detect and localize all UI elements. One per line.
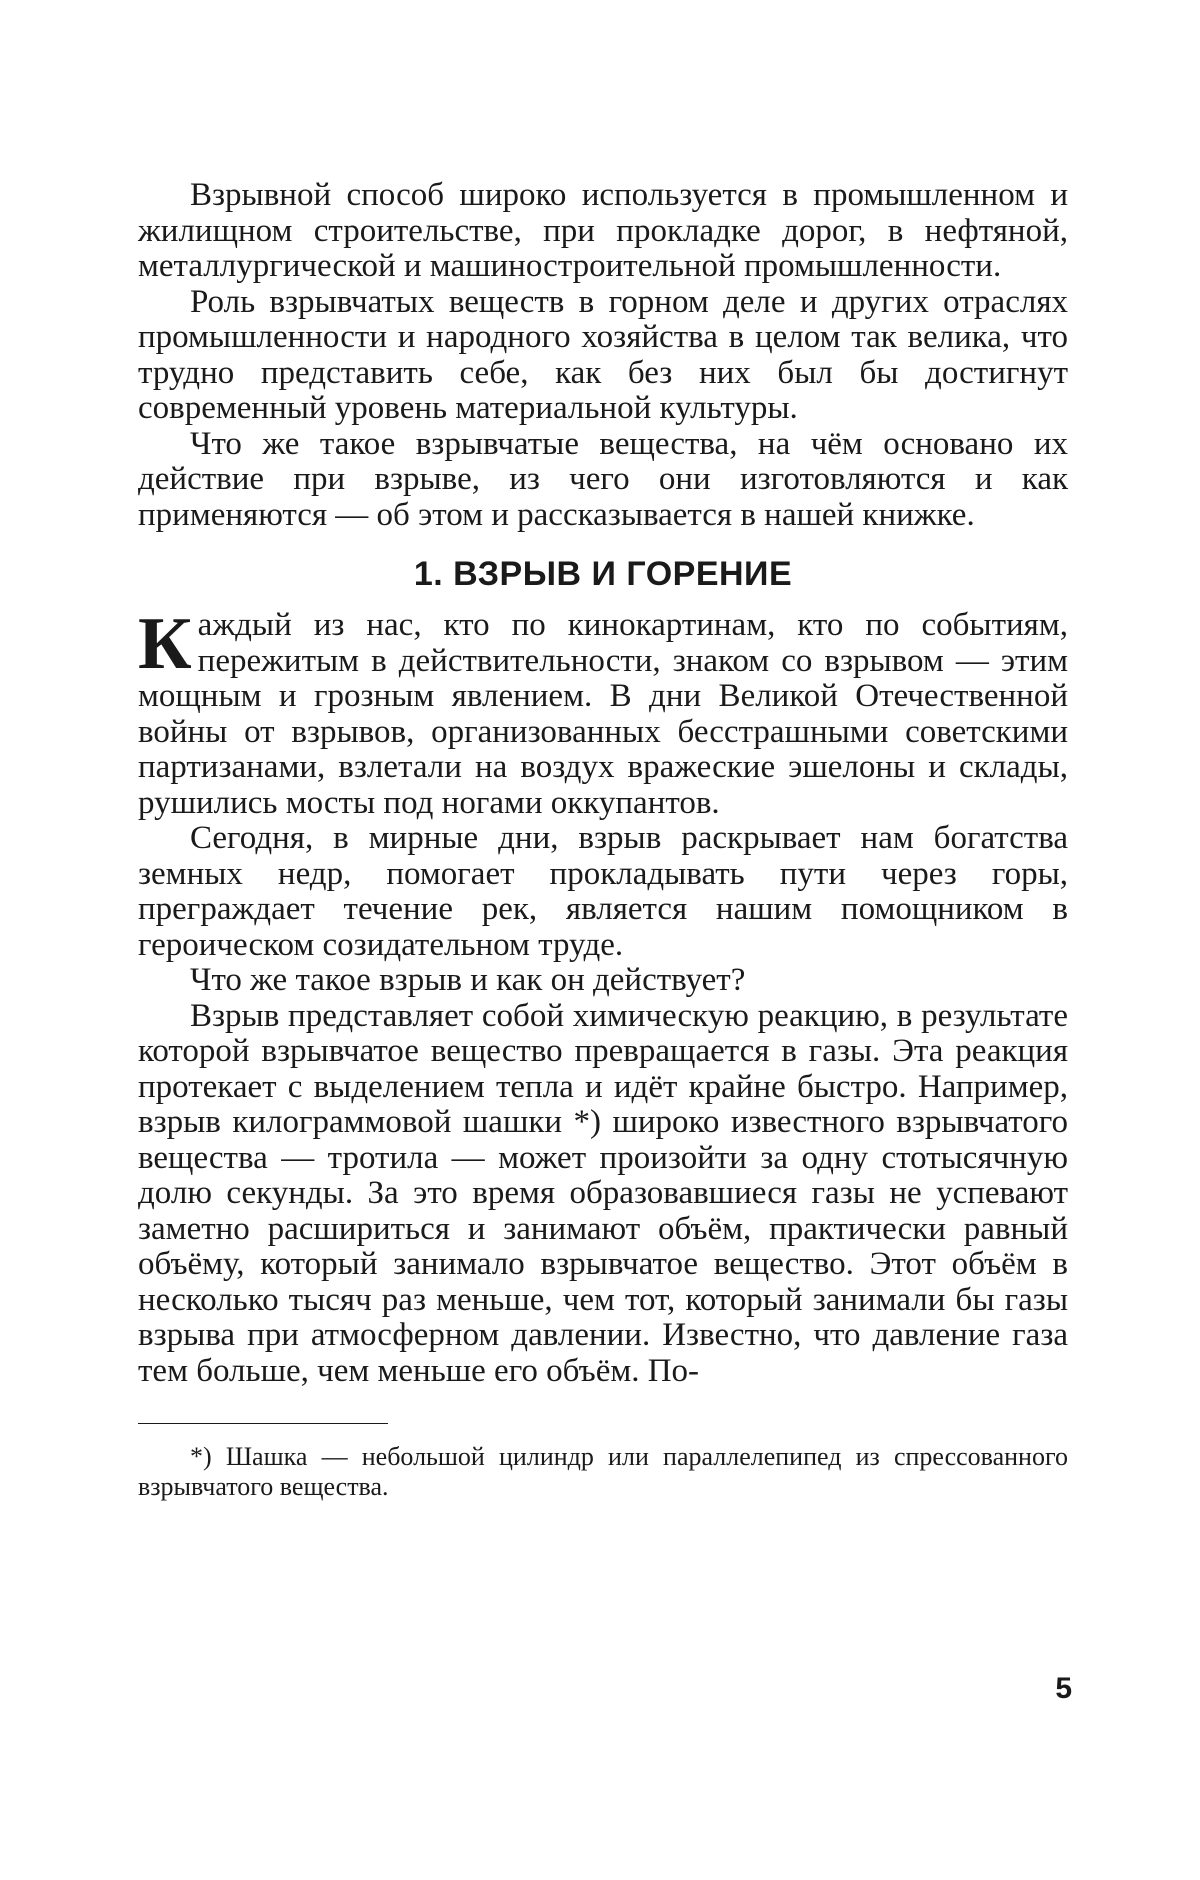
section-first-paragraph — [138, 608, 1068, 821]
section-first-paragraph-text: аждый из нас, кто по кинокартинам, кто по событиям, пережитым в действительности, знаком со взрывом — этим мощным и грозным явлением. В дни Великой Отечественной войны от взрывов, организованных бесстрашными советскими партизанами, взлетали на воздух вражеские эшелоны и склады, рушились мосты под ногами оккупантов. — [138, 607, 1068, 821]
section-paragraph-4: Взрыв представляет собой химическую реакцию, в результате которой взрывчатое вещество превращается в газы. Эта реакция протекает с выделением тепла и идёт крайне быстро. Например, взрыв килограммовой шашки *) широко известного взрывчатого вещества — тротила — может произойти за одну стотысячную долю секунды. За это время образовавшиеся газы не успевают заметно расшириться и занимают объём, практически равный объёму, который занимало взрывчатое вещество. Этот объём в несколько тысяч раз меньше, чем тот, который занимали бы газы взрыва при атмосферном давлении. Известно, что давление газа тем больше, чем меньше его объём. По- — [138, 999, 1068, 1390]
page-number: 5 — [1055, 1672, 1072, 1706]
book-page — [138, 178, 1068, 1502]
drop-cap: К — [138, 614, 192, 674]
intro-paragraph-3: Что же такое взрывчатые вещества, на чём основано их действие при взрыве, из чего они изготовляются и как применяются — об этом и рассказывается в нашей книжке. — [138, 427, 1068, 534]
intro-paragraph-2: Роль взрывчатых веществ в горном деле и других отраслях промышленности и народного хозяйства в целом так велика, что трудно представить себе, как без них был бы достигнут современный уровень материальной культуры. — [138, 285, 1068, 427]
section-paragraph-2: Сегодня, в мирные дни, взрыв раскрывает нам богатства земных недр, помогает прокладывать пути через горы, преграждает течение рек, является нашим помощником в героическом созидательном труде. — [138, 821, 1068, 963]
intro-paragraph-1: Взрывной способ широко используется в промышленном и жилищном строительстве, при прокладке дорог, в нефтяной, металлургической и машиностроительной промышленности. — [138, 178, 1068, 285]
footnote: *) Шашка — небольшой цилиндр или параллелепипед из спрессованного взрывчатого вещества. — [138, 1442, 1068, 1502]
section-heading: 1. ВЗРЫВ И ГОРЕНИЕ — [138, 555, 1068, 594]
section-paragraph-3: Что же такое взрыв и как он действует? — [138, 963, 1068, 999]
footnote-divider — [138, 1423, 388, 1424]
